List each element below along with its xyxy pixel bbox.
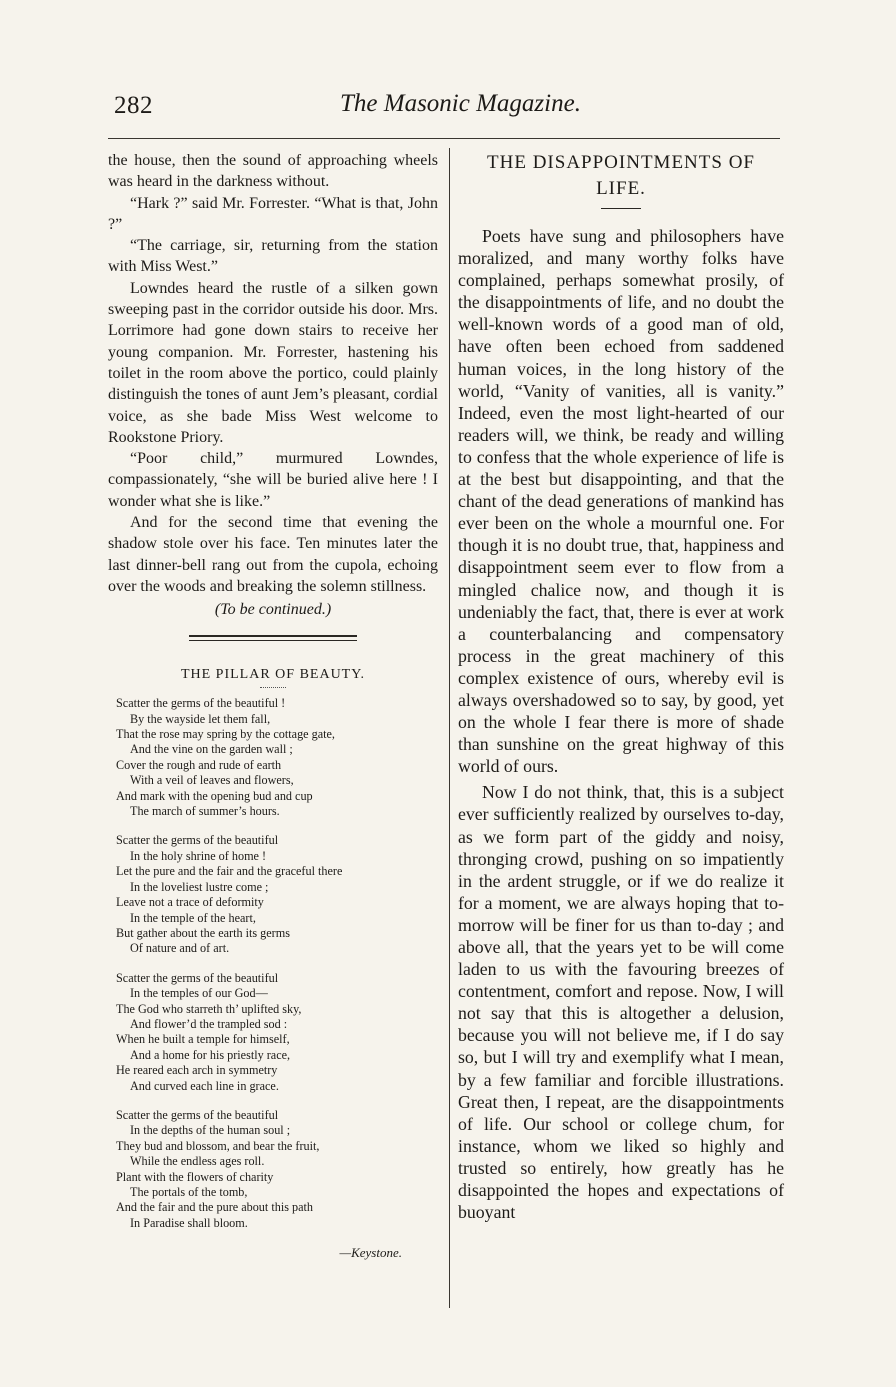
story-paragraph: And for the second time that evening the shadow stole over his face. Ten minutes later the last dinner-bell rang out from the cupola, echoing over the woods and breaking the solemn stillness. [108, 514, 438, 595]
poem-line: Scatter the germs of the beautiful ! [116, 696, 286, 711]
page-number: 282 [114, 92, 153, 119]
poem-stanza [108, 833, 438, 956]
poem-line: The God who starreth th’ uplifted sky, [116, 1001, 302, 1016]
article-title-line-1: THE DISAPPOINTMENTS OF [487, 152, 755, 173]
story-paragraph: the house, then the sound of approaching wheels was heard in the darkness without. [108, 152, 438, 191]
poem-line: And a home for his priestly race, [130, 1047, 291, 1062]
poem-line: When he built a temple for himself, [116, 1032, 290, 1047]
running-title: The Masonic Magazine. [340, 90, 581, 117]
article-title-line-2: LIFE. [596, 178, 646, 199]
article-title-rule [601, 208, 641, 209]
poem-line: Scatter the germs of the beautiful [116, 833, 279, 848]
poem-line: In Paradise shall bloom. [130, 1215, 248, 1230]
poem-line: Scatter the germs of the beautiful [116, 970, 279, 985]
poem-line: The portals of the tomb, [130, 1185, 248, 1200]
poem-line: In the temples of our God— [130, 986, 268, 1001]
poem-line: That the rose may spring by the cottage gate, [116, 727, 335, 742]
poem-line: Leave not a trace of deformity [116, 895, 264, 910]
poem-signature: —Keystone. [339, 1245, 402, 1261]
poem-line: He reared each arch in symmetry [116, 1063, 278, 1078]
story-paragraph: Lowndes heard the rustle of a silken gown sweeping past in the corridor outside his door. Mrs. Lorrimore had gone down stairs to receive her young companion. Mr. Forrester, hastening his toilet in the room above the portico, could plainly distinguish the tones of aunt Jem’s pleasant, cordial voice, as she bade Miss West welcome to Rookstone Priory. [108, 279, 438, 446]
poem-line: And mark with the opening bud and cup [116, 788, 313, 803]
poem-line: Of nature and of art. [130, 941, 230, 956]
poem-line: They bud and blossom, and bear the fruit, [116, 1138, 320, 1153]
poem-line: In the depths of the human soul ; [130, 1123, 291, 1138]
poem-line: In the temple of the heart, [130, 910, 256, 925]
poem-title: THE PILLAR OF BEAUTY. [180, 667, 366, 683]
section-double-rule [189, 635, 357, 641]
poem-stanza [108, 696, 438, 819]
poem-line: The march of summer’s hours. [130, 804, 280, 819]
to-be-continued: (To be continued.) [214, 601, 332, 619]
poem-line: And the vine on the garden wall ; [130, 742, 293, 757]
poem-line: And flower’d the trampled sod : [130, 1016, 288, 1031]
article-paragraph: Poets have sung and philosophers have moralized, and many worthy folks have complained, perhaps somewhat prosily, of the disappointments of life, and no doubt the well-known words of a good man of old, have often been echoed from saddened human voices, in the long history of the world, “Vanity of vanities, all is vanity.” Indeed, even the most light-hearted of our readers will, we think, be ready and willing to confess that the whole experience of life is at the best but disappointing, and that the chant of the dead generations of mankind has ever been on the whole a mournful one. For though it is no doubt true, that, happiness and disappointment seem ever to flow from a mingled chalice now, and though it is undeniably the fact, that, there is ever at work a counterbalancing and compensatory process in the great machinery of this complex existence of ours, whereby evil is always overshadowed so to say, by good, yet on the whole I fear there is more of shade than sunshine on the great highway of this world of ours. [458, 226, 784, 777]
story-paragraph: “The carriage, sir, returning from the station with Miss West.” [108, 237, 438, 276]
poem-line: By the wayside let them fall, [130, 711, 271, 726]
story-paragraph: “Poor child,” murmured Lowndes, compassionately, “she will be buried alive here ! I wonder what she is like.” [108, 450, 438, 510]
poem-line: Let the pure and the fair and the graceful there [116, 864, 343, 879]
poem-line: With a veil of leaves and flowers, [130, 773, 294, 788]
poem-stanza [108, 1108, 438, 1231]
poem-line: And the fair and the pure about this path [116, 1200, 313, 1215]
poem-line: Plant with the flowers of charity [116, 1169, 274, 1184]
column-divider [449, 148, 450, 1308]
poem-line: Scatter the germs of the beautiful [116, 1107, 279, 1122]
header-rule [108, 138, 780, 139]
poem-line: In the holy shrine of home ! [130, 848, 267, 863]
left-column [108, 150, 438, 1261]
poem-stanza [108, 971, 438, 1094]
poem-line: While the endless ages roll. [130, 1154, 265, 1169]
poem-line: But gather about the earth its germs [116, 925, 290, 940]
poem-line: And curved each line in grace. [130, 1078, 279, 1093]
story-paragraph: “Hark ?” said Mr. Forrester. “What is that, John ?” [108, 194, 438, 233]
poem-title-rule [260, 687, 286, 688]
poem-line: Cover the rough and rude of earth [116, 757, 282, 772]
right-column [458, 150, 784, 1223]
article-paragraph: Now I do not think, that, this is a subject ever sufficiently realized by ourselves to-day, as we form part of the giddy and noisy, thronging crowd, pushing on so impatiently in the ardent struggle, or if we do realize it for a moment, we are always hoping that to-morrow will be finer for us than to-day ; and above all, that the years yet to be will come laden to us with the favouring breezes of contentment, comfort and repose. Now, I will not say that this is altogether a delusion, because you will not believe me, if I do say so, but I will try and exemplify what I mean, by a few familiar and forcible illustrations. Great then, I repeat, are the disappointments of life. Our school or college chum, for instance, whom we liked so highly and trusted so entirely, how greatly has he disappointed the hopes and expectations of buoyant [458, 782, 784, 1223]
poem-body [108, 696, 438, 1231]
poem-line: In the loveliest lustre come ; [130, 879, 269, 894]
